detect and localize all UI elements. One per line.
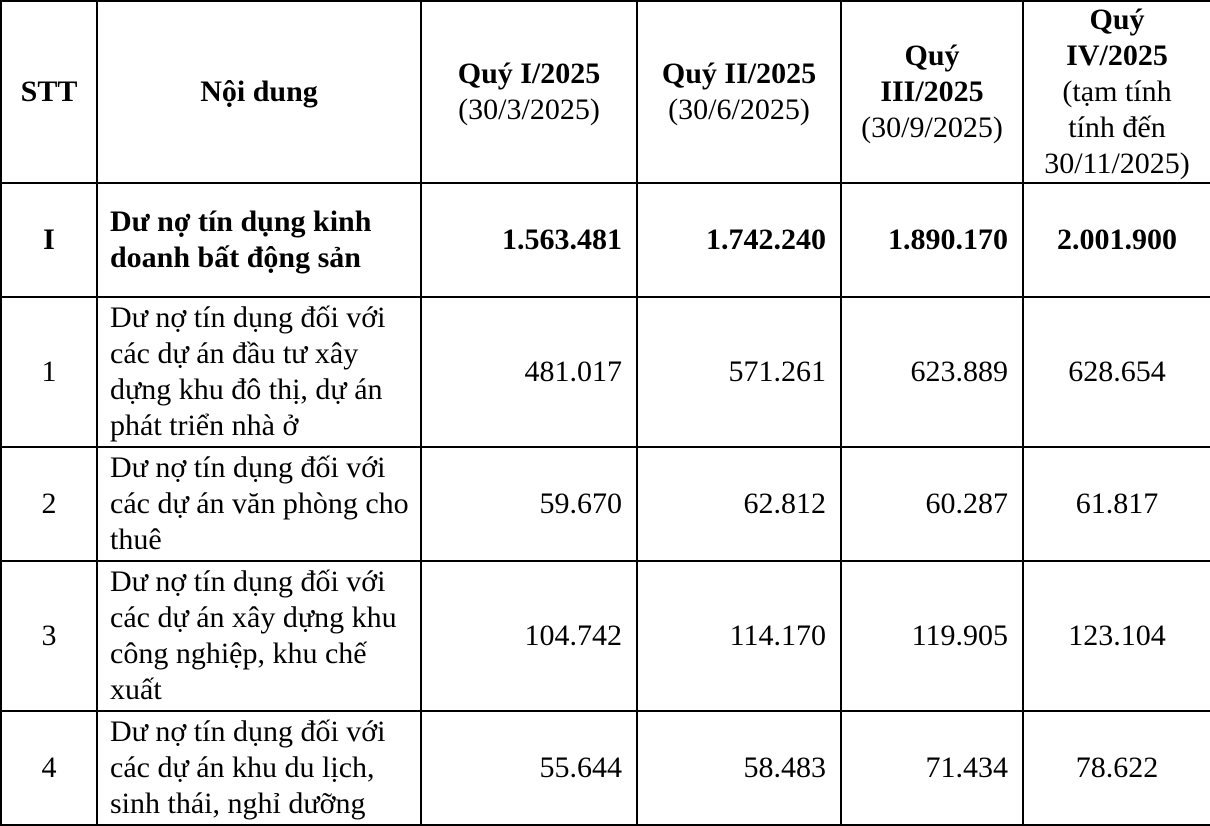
row-q1-value: 1.563.481 <box>421 183 637 297</box>
header-q4-title-a: Quý <box>1089 3 1145 36</box>
row-q2-value: 571.261 <box>637 297 841 447</box>
row-q1-value: 59.670 <box>421 447 637 561</box>
row-content: Dư nợ tín dụng đối với các dự án văn phòng cho thuê <box>97 447 421 561</box>
header-row <box>1 1 1210 183</box>
header-q4-note-b: tính đến <box>1068 111 1166 144</box>
row-content: Dư nợ tín dụng đối với các dự án đầu tư xây dựng khu đô thị, dự án phát triển nhà ở <box>97 297 421 447</box>
row-q4-value: 61.817 <box>1023 447 1210 561</box>
row-q3-value: 623.889 <box>841 297 1023 447</box>
row-content: Dư nợ tín dụng đối với các dự án khu du lịch, sinh thái, nghỉ dưỡng <box>97 711 421 825</box>
header-content: Nội dung <box>97 1 421 183</box>
header-q1 <box>421 1 637 183</box>
row-q1-value: 104.742 <box>421 561 637 711</box>
row-q1-value: 55.644 <box>421 711 637 825</box>
table-row <box>1 447 1210 561</box>
row-content: Dư nợ tín dụng đối với các dự án xây dựng khu công nghiệp, khu chế xuất <box>97 561 421 711</box>
header-q3-date: (30/9/2025) <box>861 111 1003 144</box>
table-row <box>1 297 1210 447</box>
header-q2-date: (30/6/2025) <box>668 93 810 126</box>
row-q4-value: 123.104 <box>1023 561 1210 711</box>
header-stt: STT <box>1 1 97 183</box>
header-q4-note-a: (tạm tính <box>1062 75 1172 108</box>
row-stt: 4 <box>1 711 97 825</box>
table-row <box>1 561 1210 711</box>
header-q4-note-c: 30/11/2025) <box>1044 147 1190 180</box>
header-q2 <box>637 1 841 183</box>
row-q3-value: 60.287 <box>841 447 1023 561</box>
header-q4-title-b: IV/2025 <box>1066 39 1168 72</box>
row-stt: 2 <box>1 447 97 561</box>
header-q3-title-a: Quý <box>904 39 960 72</box>
header-q4 <box>1023 1 1210 183</box>
row-q4-value: 78.622 <box>1023 711 1210 825</box>
row-q3-value: 1.890.170 <box>841 183 1023 297</box>
header-q1-date: (30/3/2025) <box>458 93 600 126</box>
row-content: Dư nợ tín dụng kinh doanh bất động sản <box>97 183 421 297</box>
row-stt: 3 <box>1 561 97 711</box>
header-q3 <box>841 1 1023 183</box>
row-q2-value: 114.170 <box>637 561 841 711</box>
row-q4-value: 2.001.900 <box>1023 183 1210 297</box>
table-row <box>1 183 1210 297</box>
row-q4-value: 628.654 <box>1023 297 1210 447</box>
header-q2-title: Quý II/2025 <box>661 57 817 90</box>
row-q3-value: 119.905 <box>841 561 1023 711</box>
row-q2-value: 1.742.240 <box>637 183 841 297</box>
header-q1-title: Quý I/2025 <box>457 57 601 90</box>
table-row <box>1 711 1210 825</box>
row-stt: I <box>1 183 97 297</box>
row-stt: 1 <box>1 297 97 447</box>
row-q1-value: 481.017 <box>421 297 637 447</box>
row-q3-value: 71.434 <box>841 711 1023 825</box>
row-q2-value: 62.812 <box>637 447 841 561</box>
header-q3-title-b: III/2025 <box>880 75 984 108</box>
row-q2-value: 58.483 <box>637 711 841 825</box>
